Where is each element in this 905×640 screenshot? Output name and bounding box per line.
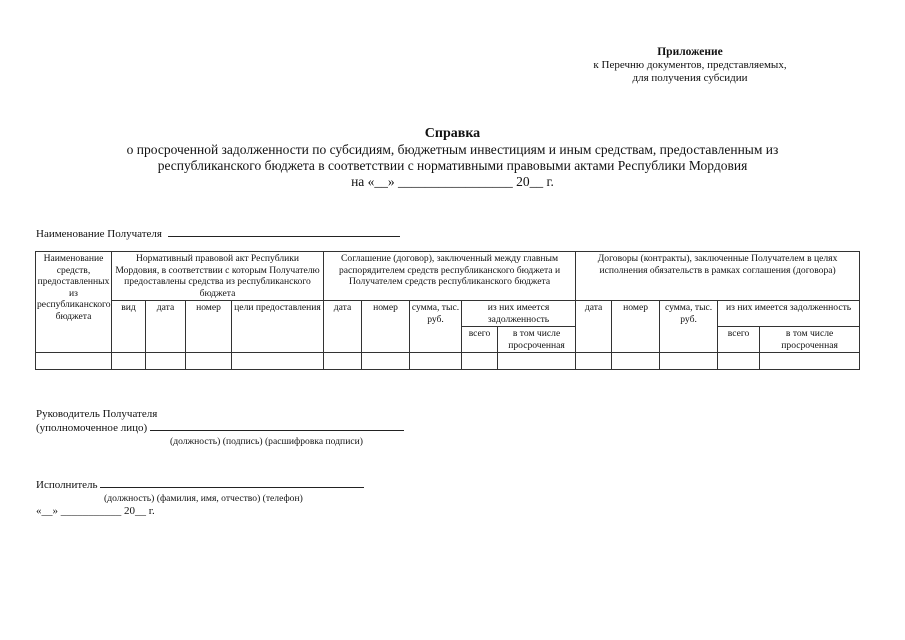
executor-label: Исполнитель	[36, 479, 98, 491]
debt-table	[35, 251, 860, 370]
act-col-number: номер	[186, 301, 232, 353]
document-date-line: на «__» _________________ 20__ г.	[351, 174, 554, 189]
contract-col-date: дата	[576, 301, 612, 353]
act-col-date: дата	[146, 301, 186, 353]
head-signature-block	[36, 408, 404, 448]
head-label: Руководитель Получателя	[36, 408, 158, 420]
appendix-title: Приложение	[657, 46, 723, 58]
agr-debt-overdue: в том числе просроченная	[498, 327, 576, 353]
contract-debt-overdue: в том числе просроченная	[760, 327, 860, 353]
title-block	[60, 126, 845, 190]
document-subtitle-2: республиканского бюджета в соответствии с нормативными правовыми актами Республики Мордовия	[157, 158, 748, 173]
agr-col-number: номер	[362, 301, 410, 353]
agr-col-sum: сумма, тыс. руб.	[410, 301, 462, 353]
document-subtitle-1: о просроченной задолженности по субсидиям, бюджетным инвестициям и иным средствам, предоставленным из	[126, 142, 779, 157]
executor-hint: (должность) (фамилия, имя, отчество) (телефон)	[104, 493, 303, 504]
contract-debt-total: всего	[718, 327, 760, 353]
contract-col-sum: сумма, тыс. руб.	[660, 301, 718, 353]
executor-date-line: «__» ___________ 20__ г.	[36, 505, 155, 517]
recipient-label: Наименование Получателя	[36, 228, 162, 240]
document-title: Справка	[424, 126, 481, 141]
contract-debt-header: из них имеется задолженность	[718, 301, 860, 327]
recipient-underline	[168, 227, 400, 237]
agr-debt-header: из них имеется задолженность	[462, 301, 576, 327]
col-name-header: Наименование средств, предоставленных из республиканского бюджета	[36, 252, 112, 353]
group-act-header: Нормативный правовой акт Республики Мордовия, в соответствии с которым Получателю предоставлены средства из республиканского бюджета	[112, 252, 324, 301]
group-contracts-header: Договоры (контракты), заключенные Получателем в целях исполнения обязательств в рамках соглашения (договора)	[576, 252, 860, 301]
table-header-row-1	[36, 252, 860, 301]
appendix-line-1: к Перечню документов, представляемых,	[593, 59, 787, 71]
head-signature-line	[150, 421, 404, 431]
group-agreement-header: Соглашение (договор), заключенный между главным распорядителем средств республиканского бюджета и Получателем средств республиканского бюджета	[324, 252, 576, 301]
recipient-row	[36, 227, 400, 240]
head-sublabel: (уполномоченное лицо)	[36, 422, 148, 434]
table-header-row-2	[36, 301, 860, 327]
act-col-purpose: цели предоставления	[232, 301, 324, 353]
executor-signature-block	[36, 478, 364, 518]
agr-col-date: дата	[324, 301, 362, 353]
act-col-kind: вид	[112, 301, 146, 353]
appendix-line-2: для получения субсидии	[632, 72, 748, 84]
head-hint: (должность) (подпись) (расшифровка подписи)	[170, 436, 363, 447]
contract-col-number: номер	[612, 301, 660, 353]
agr-debt-total: всего	[462, 327, 498, 353]
appendix-block	[565, 46, 815, 85]
table-row	[36, 353, 860, 370]
executor-signature-line	[100, 478, 364, 488]
